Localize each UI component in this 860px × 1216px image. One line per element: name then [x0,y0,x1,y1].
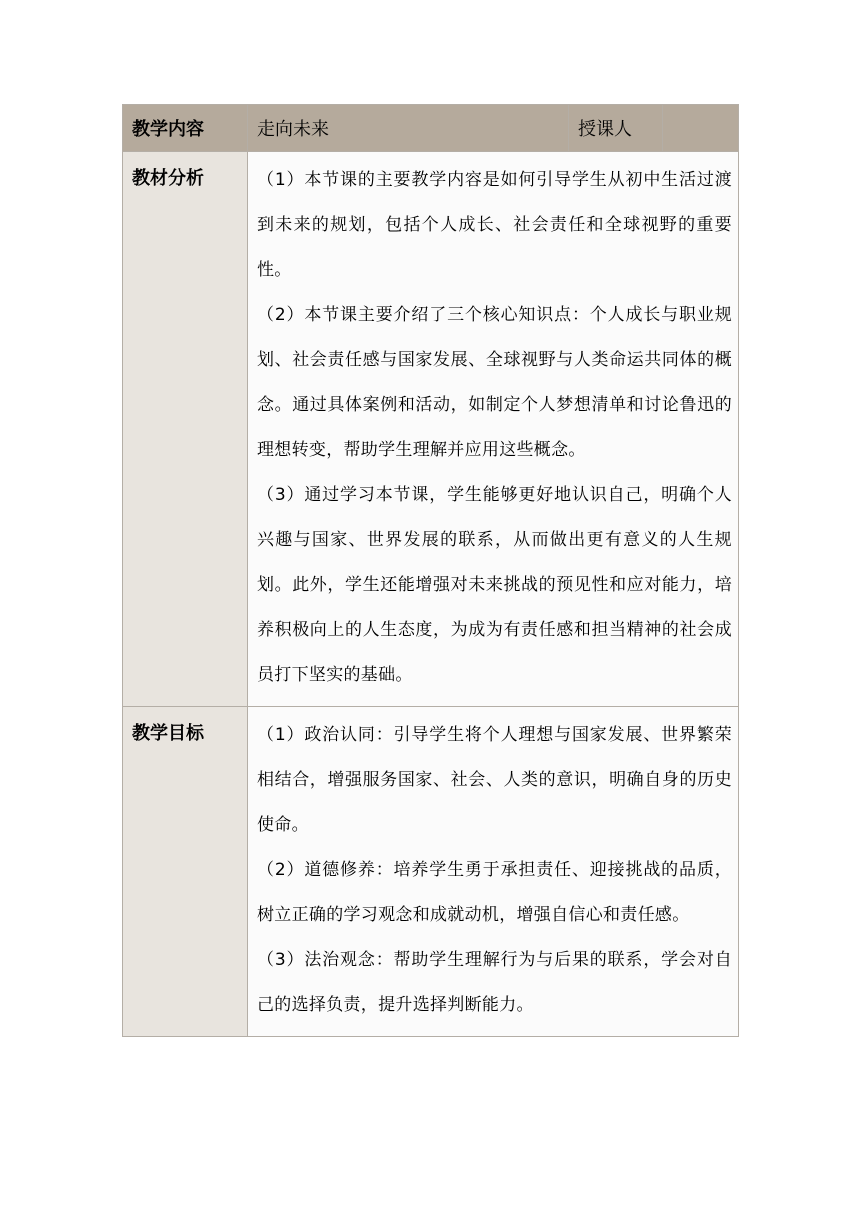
objectives-row [123,707,739,1037]
analysis-row [123,152,739,707]
objective-paragraph: （2）道德修养：培养学生勇于承担责任、迎接挑战的品质，树立正确的学习观念和成就动机，增强自信心和责任感。 [257,860,732,925]
analysis-label: 教材分析 [123,152,248,707]
teacher-label: 授课人 [569,105,663,152]
teacher-value [663,105,739,152]
analysis-text [248,152,739,707]
topic-value: 走向未来 [248,105,569,152]
content-label: 教学内容 [123,105,248,152]
objective-paragraph: （3）法治观念：帮助学生理解行为与后果的联系，学会对自己的选择负责，提升选择判断能力。 [257,950,732,1015]
objectives-text [248,707,739,1037]
lesson-plan-table [122,104,739,1037]
header-row [123,105,739,152]
analysis-paragraph: （2）本节课主要介绍了三个核心知识点：个人成长与职业规划、社会责任感与国家发展、全球视野与人类命运共同体的概念。通过具体案例和活动，如制定个人梦想清单和讨论鲁迅的理想转变，帮助学生理解并应用这些概念。 [257,305,732,460]
analysis-paragraph: （3）通过学习本节课，学生能够更好地认识自己，明确个人兴趣与国家、世界发展的联系，从而做出更有意义的人生规划。此外，学生还能增强对未来挑战的预见性和应对能力，培养积极向上的人生态度，为成为有责任感和担当精神的社会成员打下坚实的基础。 [257,485,732,685]
objective-paragraph: （1）政治认同：引导学生将个人理想与国家发展、世界繁荣相结合，增强服务国家、社会、人类的意识，明确自身的历史使命。 [257,725,732,835]
objectives-label: 教学目标 [123,707,248,1037]
analysis-paragraph: （1）本节课的主要教学内容是如何引导学生从初中生活过渡到未来的规划，包括个人成长、社会责任和全球视野的重要性。 [257,170,732,280]
